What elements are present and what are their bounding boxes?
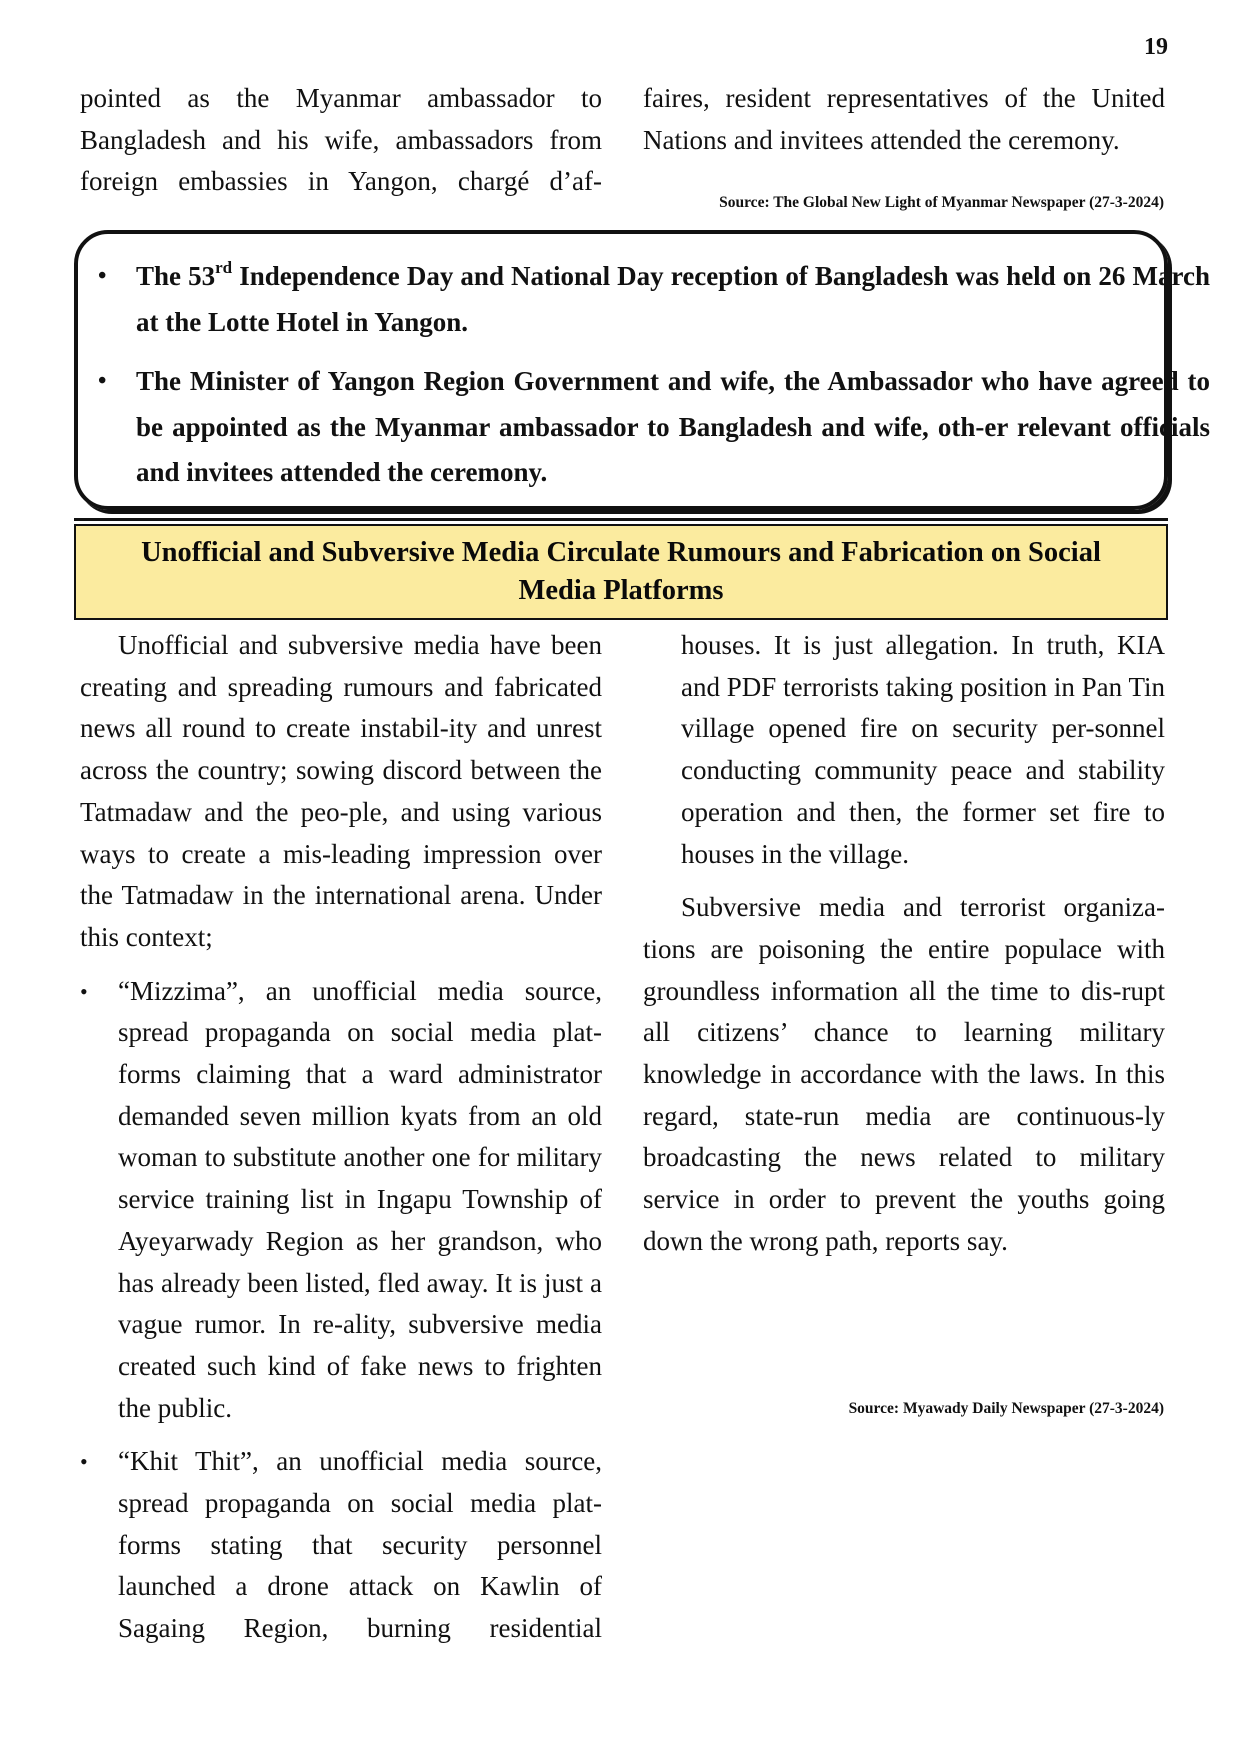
summary-bullet-1-rest: Independence Day and National Day reception of Bangladesh was held on 26 March at the Lotte Hotel in Yangon. bbox=[136, 261, 1210, 337]
article-right-column bbox=[643, 625, 1165, 1263]
top-left-column bbox=[80, 78, 602, 203]
article-bullet-1: • “Mizzima”, an unofficial media source, spread propaganda on social media plat-forms claiming that a ward administrator demanded seven million kyats from an old woman to substitute another one for military service training list in Ingapu Township of Ayeyarwady Region as her grandson, who has already been listed, fled away. It is just a vague rumor. In re-ality, subversive media created such kind of fake news to frighten the public. bbox=[80, 971, 602, 1430]
page-number: 19 bbox=[1144, 34, 1168, 60]
article-headline bbox=[74, 524, 1168, 620]
top-right-column bbox=[643, 78, 1165, 161]
summary-bullet-2: • The Minister of Yangon Region Government and wife, the Ambassador who have agreed to be appointed as the Myanmar ambassador to Bangladesh and wife, oth-er relevant officials and invitees attended the ceremony. bbox=[136, 359, 1210, 496]
article-bullet-2-continued: houses. It is just allegation. In truth, KIA and PDF terrorists taking position in Pan Tin village opened fire on security per-sonnel conducting community peace and stability operation and then, the former set fire to houses in the village. bbox=[681, 630, 1165, 869]
article-intro: Unofficial and subversive media have been creating and spreading rumours and fabricated news all round to create instabil-ity and unrest across the country; sowing discord between the Tatmadaw and the peo-ple, and using various ways to create a mis-leading impression over the Tatmadaw in the international arena. Under this context; bbox=[80, 630, 602, 952]
summary-bullet-1-prefix: The 53 bbox=[136, 261, 216, 291]
source-citation-bottom: Source: Myawady Daily Newspaper (27-3-2024) bbox=[848, 1400, 1164, 1417]
headline-line-1: Unofficial and Subversive Media Circulate Rumours and Fabrication on Social bbox=[141, 537, 1101, 568]
article-closing: Subversive media and terrorist organiza-tions are poisoning the entire populace with groundless information all the time to dis-rupt all citizens’ chance to learning military knowledge in accordance with the laws. In this regard, state-run media are continuous-ly broadcasting the news related to military service in order to prevent the youths going down the wrong path, reports say. bbox=[643, 892, 1165, 1256]
source-citation-top: Source: The Global New Light of Myanmar Newspaper (27-3-2024) bbox=[719, 194, 1164, 211]
article-bullet-list bbox=[80, 971, 602, 1650]
ordinal-suffix: rd bbox=[215, 258, 233, 277]
summary-bullet-1 bbox=[136, 254, 1210, 345]
top-right-text: faires, resident representatives of the United Nations and invitees attended the ceremony. bbox=[643, 83, 1165, 155]
article-bullet-2: • “Khit Thit”, an unofficial media source, spread propaganda on social media plat-forms stating that security personnel launched a drone attack on Kawlin of Sagaing Region, burning residential bbox=[80, 1441, 602, 1650]
top-left-text: pointed as the Myanmar ambassador to Bangladesh and his wife, ambassadors from foreign embassies in Yangon, chargé d’af- bbox=[80, 83, 602, 197]
section-divider bbox=[74, 518, 1168, 521]
headline-line-2: Media Platforms bbox=[518, 575, 724, 606]
summary-box bbox=[74, 230, 1210, 510]
article-left-column bbox=[80, 625, 602, 1662]
